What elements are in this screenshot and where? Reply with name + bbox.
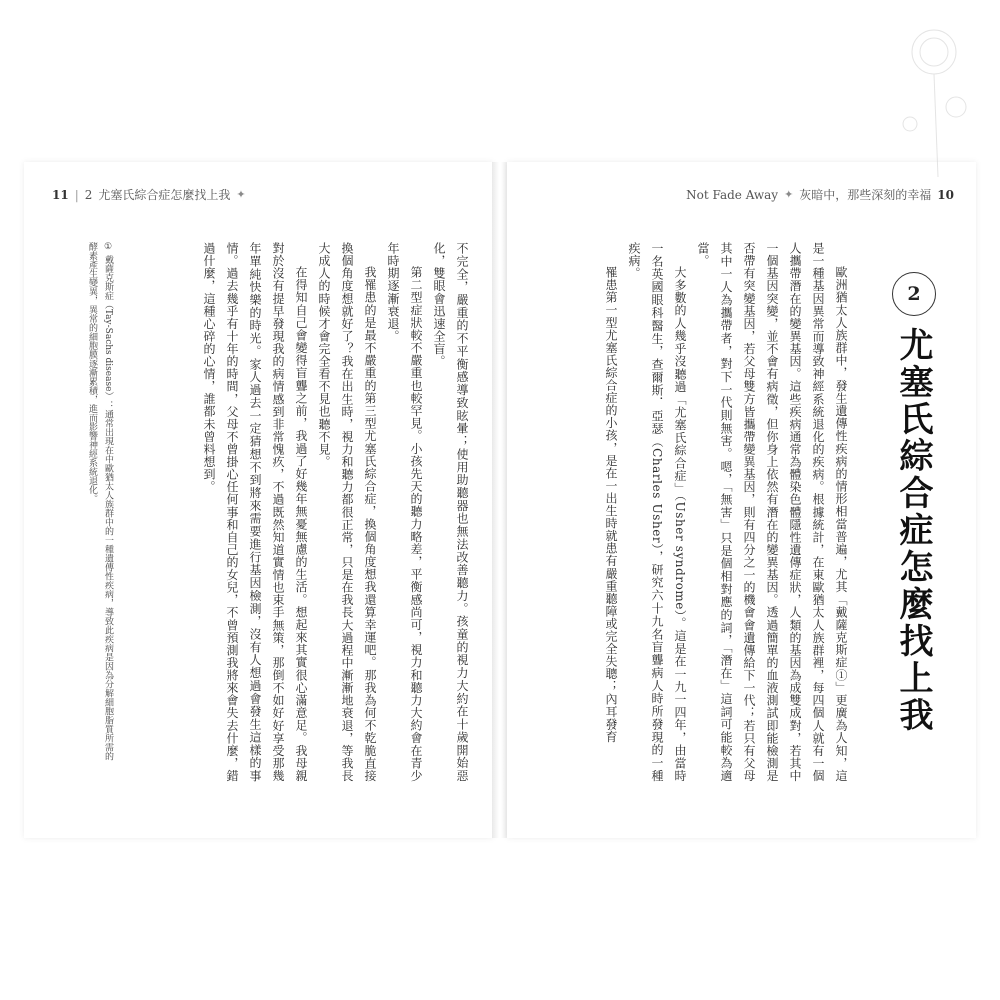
- right-page: [507, 162, 976, 838]
- footnote: ① 戴薩克斯症（Tay-Sachs disease）：通常出現在中歐猶太人族群中的一種遺傳性疾病，導致此疾病是因為分解細胞脂質所需的酵素產生變異，異常的細胞膜逐漸累積，進而影響神經系統退化。: [87, 242, 113, 761]
- paragraph: 歐洲猶太人族群中，發生遺傳性疾病的情形相當普遍，尤其「戴薩克斯症①」更廣為人知，這是一種基因異常而導致神經系統退化的疾病。根據統計，在東歐猶太人族群裡，每四個人就有一個人攜帶潛在的變異基因。這些疾病通常為體染色體隱性遺傳症狀，人類的基因為成雙成對，若其中一個基因突變，並不會有病徵，但你身上依然有潛在的變異基因。透過簡單的血液測試即能檢測是否帶有突變基因，若父母雙方皆攜帶變異基因，則有四分之一的機會會遺傳給下一代；若只有父母其中一人為攜帶者，對下一代則無害。嗯，「無害」只是個相對應的詞，「潛在」這詞可能較為適當。: [696, 242, 848, 782]
- chapter-number-badge: 2: [892, 272, 936, 316]
- book-title: Not Fade Away: [686, 187, 779, 202]
- left-page-header: [52, 186, 246, 203]
- left-page: [24, 162, 493, 838]
- left-body-text: [133, 242, 473, 782]
- left-header-title: 尤塞氏綜合症怎麼找上我: [98, 188, 231, 202]
- chapter-title: 尤塞氏綜合症怎麼找上我: [893, 327, 933, 734]
- left-page-number: 11: [52, 187, 69, 202]
- left-header-chapter: 2: [84, 187, 93, 202]
- paragraph: 大多數的人幾乎沒聽過「尤塞氏綜合症」（Usher syndrome）。這是在一九一四年，由當時一名英國眼科醫生，查爾斯．亞瑟（Charles Usher），研究六十九名盲聾病人時所發現的一種疾病。: [627, 242, 687, 782]
- header-separator: |: [74, 187, 79, 202]
- book-spread: [24, 162, 976, 838]
- sparkle-icon: ✦: [784, 188, 794, 201]
- paragraph: 不完全，嚴重的不平衡感導致眩暈；使用助聽器也無法改善聽力。孩童的視力大約在十歲開始惡化，雙眼會迅速全盲。: [432, 242, 469, 782]
- paragraph: 罹患第一型尤塞氏綜合症的小孩，是在一出生時就患有嚴重聽障或完全失聰；內耳發育: [604, 266, 618, 743]
- book-subtitle: 灰暗中，那些深刻的幸福: [799, 188, 932, 202]
- paragraph: 在得知自己會變得盲聾之前，我過了好幾年無憂無慮的生活。想起來其實很心滿意足。我母親對於沒有提早發現我的病情感到非常愧疚，不過既然知道實情也束手無策，那倒不如好好享受那幾年單純快樂的時光。家人過去一定猜想不到將來需要進行基因檢測，沒有人想過會發生這樣的事情。過去幾乎有十年的時間，父母不曾掛心任何事和自己的女兒，不曾預測我將來會失去什麼，錯過什麼，這種心碎的心情，誰都未曾料想到。: [202, 242, 308, 782]
- book-gutter: [492, 162, 508, 838]
- paragraph: 第二型症狀較不嚴重也較罕見。小孩先天的聽力略差，平衡感尚可，視力和聽力大約會在青少年時期逐漸衰退。: [386, 242, 423, 782]
- sparkle-icon: ✦: [236, 188, 246, 201]
- right-page-number: 10: [937, 187, 954, 202]
- right-page-header: [686, 186, 954, 203]
- paragraph: 我罹患的是最不嚴重的第三型尤塞氏綜合症，換個角度想我還算幸運吧。那我為何不乾脆直接換個角度想就好了？我在出生時，視力和聽力都很正常，只是在我長大過程中漸漸地衰退，等我長大成人的時候才會完全看不見也聽不見。: [317, 242, 377, 782]
- right-body-text: [604, 242, 852, 782]
- dandelion-decoration-icon: [886, 12, 976, 182]
